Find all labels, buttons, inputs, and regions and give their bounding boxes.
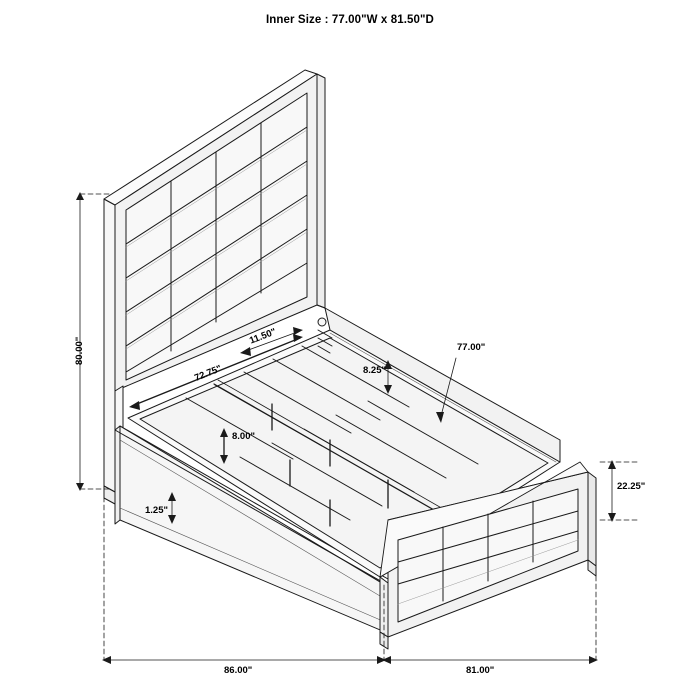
dimension-label-overall-depth: 86.00" (224, 665, 253, 676)
dimension-label-footboard-height: 22.25" (617, 481, 646, 492)
dimension-label-overall-width: 81.00" (466, 665, 495, 676)
dimension-label-slat-gap: 8.25" (363, 365, 386, 376)
dimension-label-headboard-thickness: 11.50" (247, 326, 278, 347)
dimension-label-rail-height: 8.00" (232, 431, 255, 442)
dimension-label-inner-width-top: 72.75" (192, 363, 224, 384)
dimension-label-side-rail-thickness: 1.25" (145, 505, 168, 516)
page-title: Inner Size : 77.00"W x 81.50"D (266, 14, 434, 26)
dimension-label-height-overall: 80.00" (74, 336, 85, 365)
dimension-label-footboard-width: 77.00" (457, 342, 486, 353)
